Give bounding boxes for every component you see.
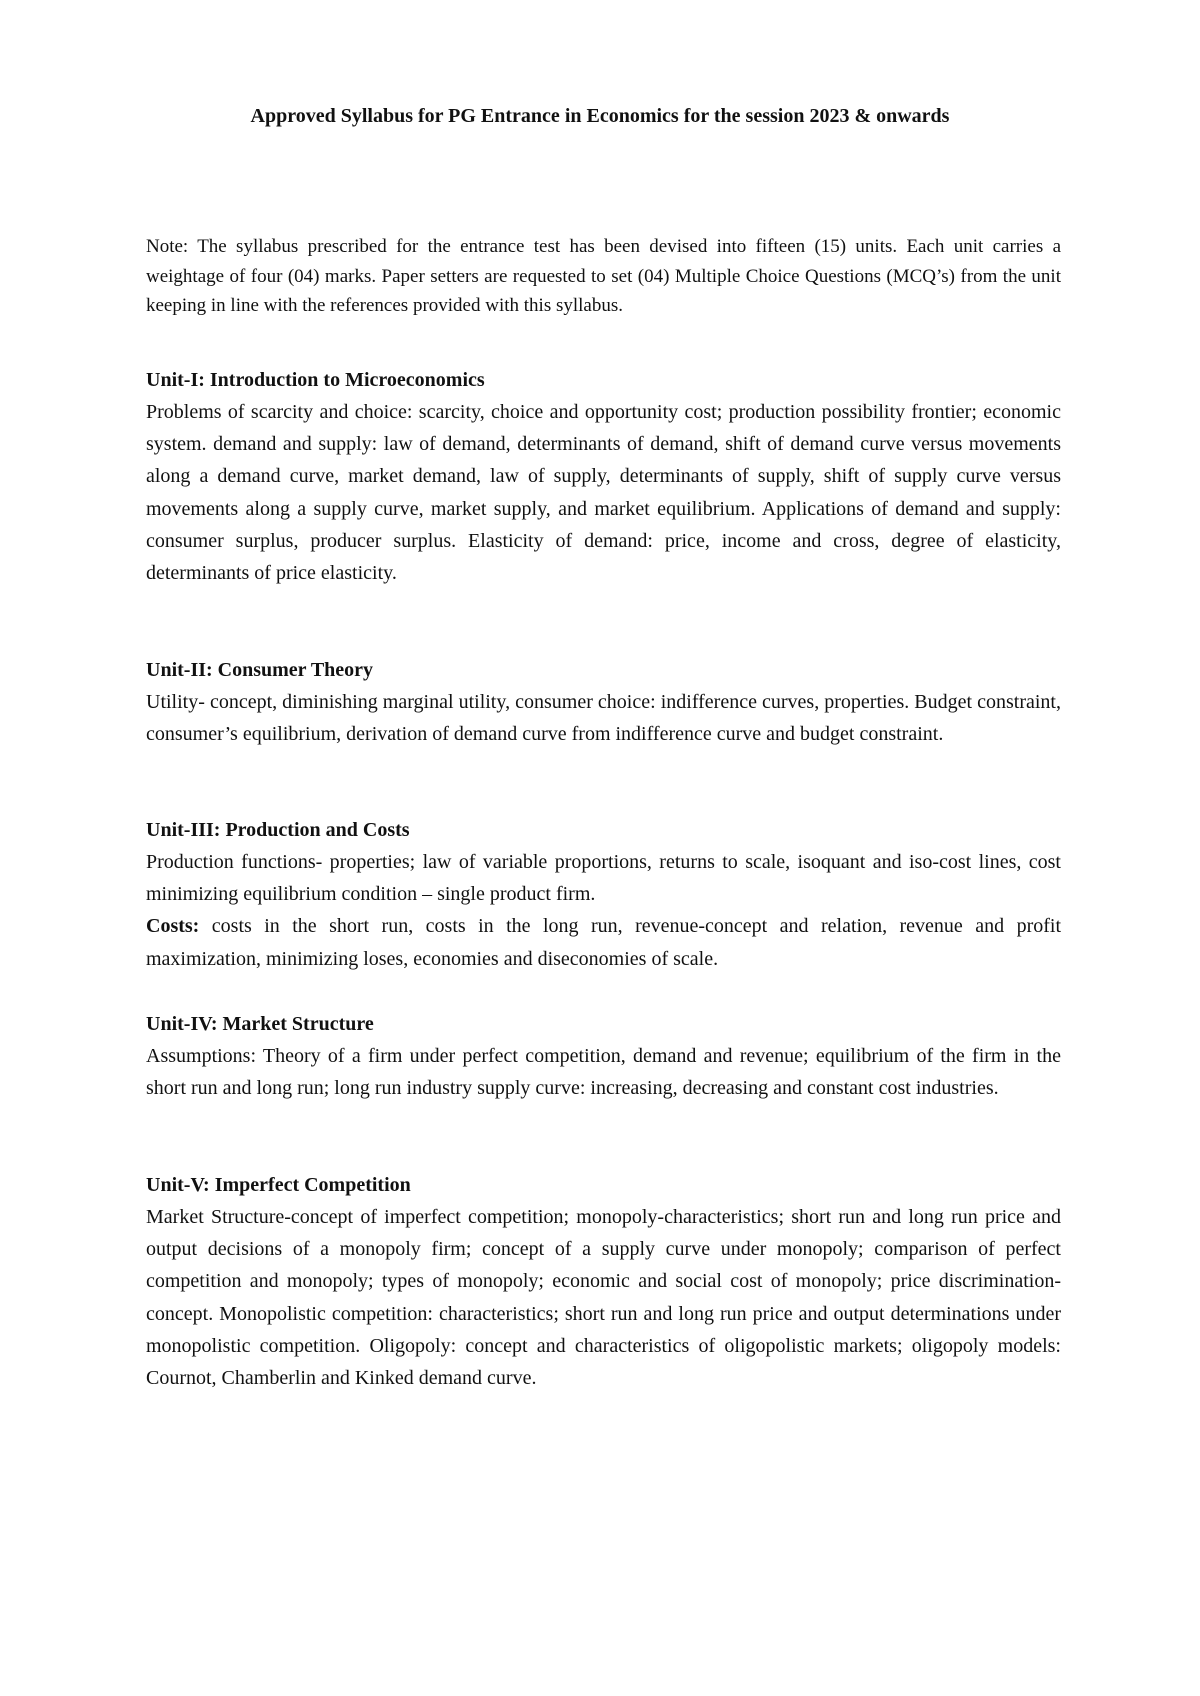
unit-section-4 bbox=[146, 1008, 1061, 1104]
costs-label: Costs: bbox=[146, 915, 200, 938]
unit-heading: Unit-V: Imperfect Competition bbox=[146, 1174, 411, 1196]
unit-description: Production functions- properties; law of variable proportions, returns to scale, isoquant and iso-cost lines, cost minimizing equilibrium condition – single product firm. bbox=[146, 851, 1061, 906]
unit-description: Market Structure-concept of imperfect competition; monopoly-characteristics; short run and long run price and output decisions of a monopoly firm; concept of a supply curve under monopoly; comparison of perfect competition and monopoly; types of monopoly; economic and social cost of monopoly; price discrimination-concept. Monopolistic competition: characteristics; short run and long run price and output determinations under monopolistic competition. Oligopoly: concept and characteristics of oligopolistic markets; oligopoly models: Cournot, Chamberlin and Kinked demand curve. bbox=[146, 1206, 1061, 1390]
document-title: Approved Syllabus for PG Entrance in Economics for the session 2023 & onwards bbox=[250, 105, 950, 127]
unit-heading: Unit-IV: Market Structure bbox=[146, 1013, 374, 1035]
unit-description: Utility- concept, diminishing marginal utility, consumer choice: indifference curves, properties. Budget constraint, consumer’s equilibrium, derivation of demand curve from indifference curve and budget constraint. bbox=[146, 691, 1061, 746]
unit-heading: Unit-II: Consumer Theory bbox=[146, 659, 374, 681]
unit-section-5 bbox=[146, 1169, 1061, 1394]
costs-description: costs in the short run, costs in the long run, revenue-concept and relation, revenue and profit maximization, minimizing loses, economies and diseconomies of scale. bbox=[146, 915, 1061, 970]
unit-section-1 bbox=[146, 364, 1061, 589]
unit-heading: Unit-III: Production and Costs bbox=[146, 819, 410, 841]
unit-description: Assumptions: Theory of a firm under perfect competition, demand and revenue; equilibrium of the firm in the short run and long run; long run industry supply curve: increasing, decreasing and constant cost industries. bbox=[146, 1045, 1061, 1100]
unit-description: Problems of scarcity and choice: scarcity, choice and opportunity cost; production possibility frontier; economic system. demand and supply: law of demand, determinants of demand, shift of demand curve versus movements along a demand curve, market demand, law of supply, determinants of supply, shift of supply curve versus movements along a supply curve, market supply, and market equilibrium. Applications of demand and supply: consumer surplus, producer surplus. Elasticity of demand: price, income and cross, degree of elasticity, determinants of price elasticity. bbox=[146, 401, 1061, 585]
costs-paragraph bbox=[146, 910, 1061, 974]
unit-section-2 bbox=[146, 654, 1061, 750]
syllabus-note: Note: The syllabus prescribed for the entrance test has been devised into fifteen (15) units. Each unit carries a weightage of four (04) marks. Paper setters are requested to set (04) Multiple Choice Questions (MCQ’s) from the unit keeping in line with the references provided with this syllabus. bbox=[146, 236, 1061, 316]
unit-section-3 bbox=[146, 814, 1061, 975]
unit-heading: Unit-I: Introduction to Microeconomics bbox=[146, 369, 485, 391]
